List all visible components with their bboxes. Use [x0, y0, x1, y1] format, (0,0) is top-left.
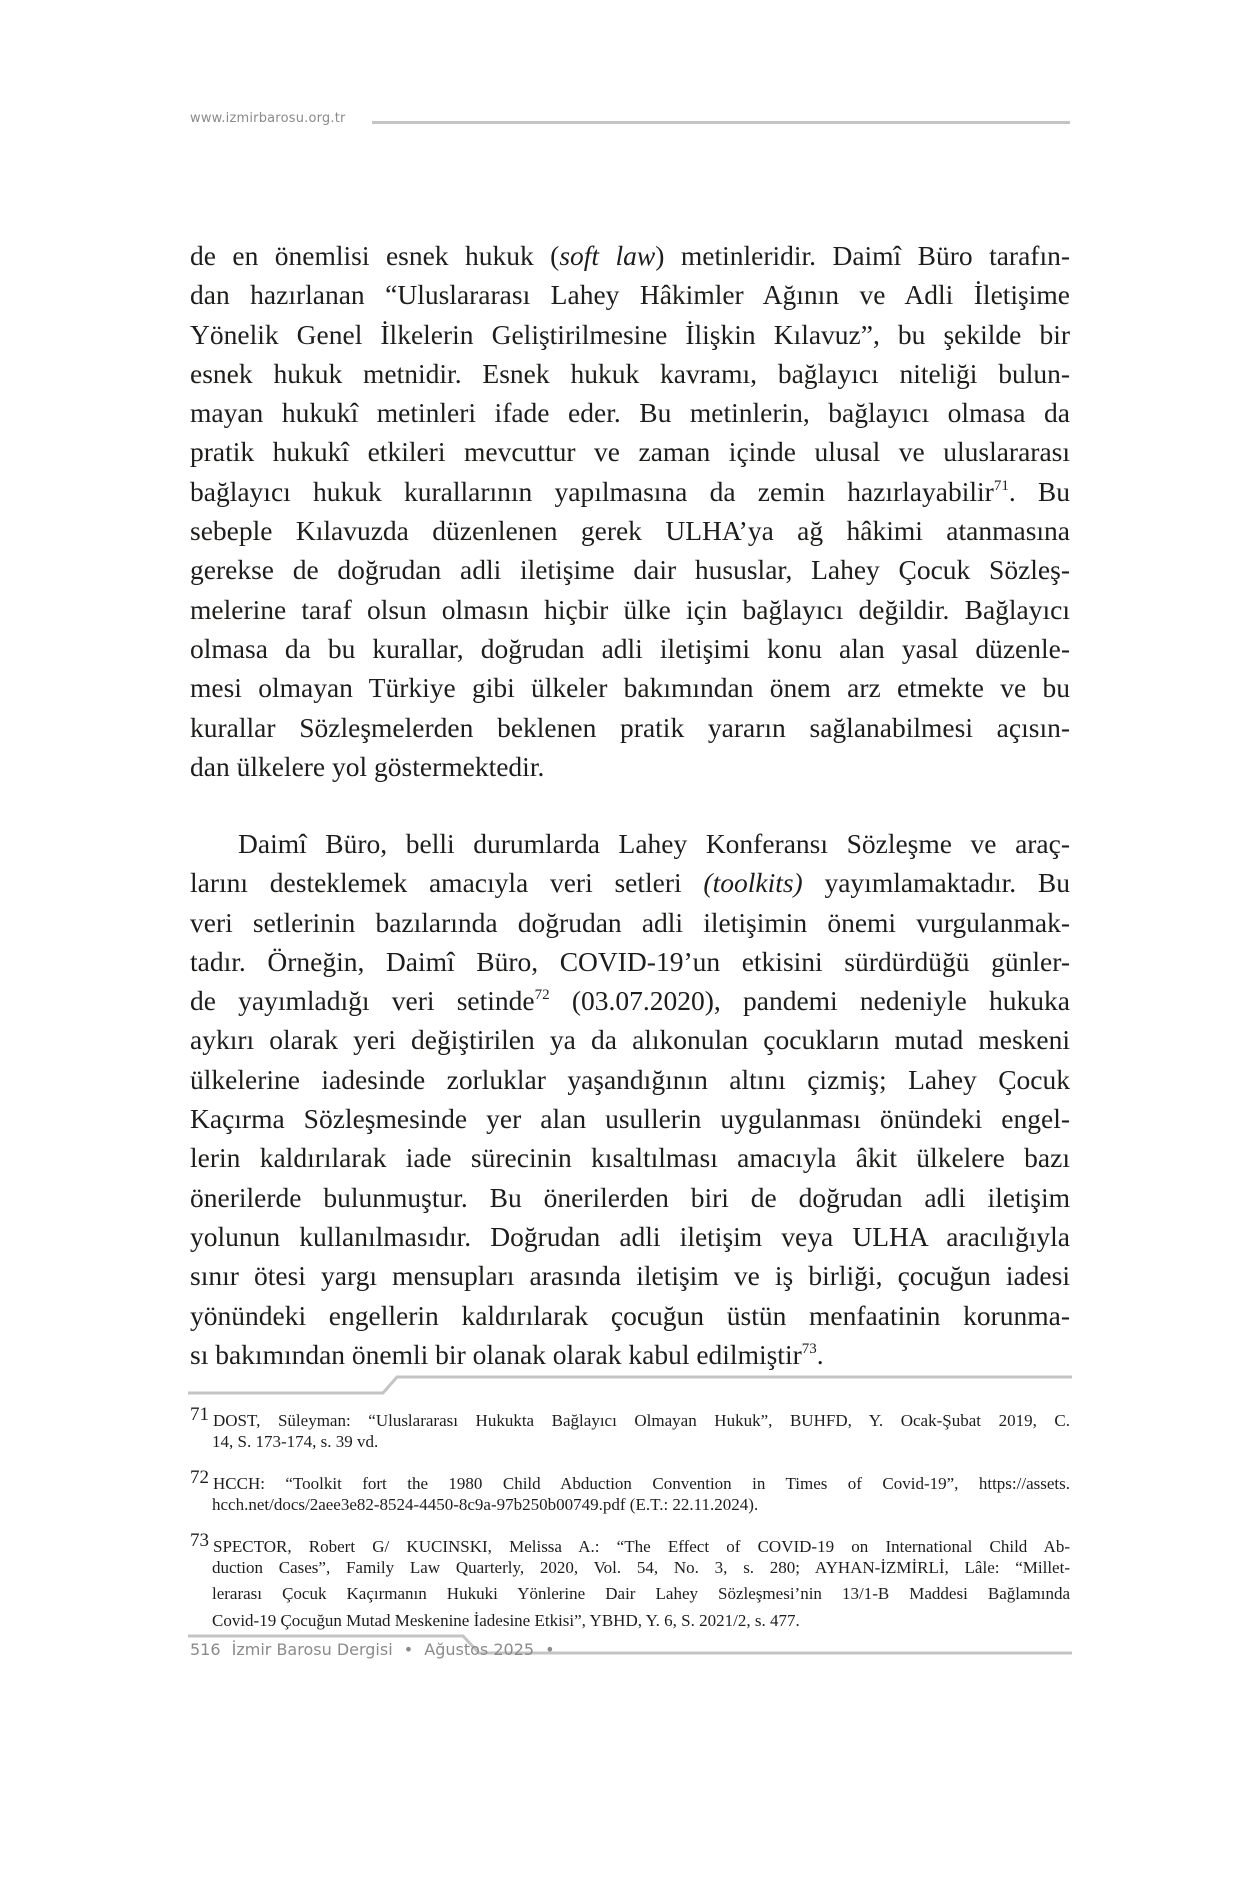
text-line: ülkelerine iadesinde zorluklar yaşandığının altını çizmiş; Lahey Çocuk [190, 1063, 1070, 1095]
text-line: mesi olmayan Türkiye gibi ülkeler bakımından önem arz etmekte ve bu [190, 672, 1070, 704]
text-line: gerekse de doğrudan adli iletişime dair hususlar, Lahey Çocuk Sözleş- [190, 554, 1070, 586]
text-line: esnek hukuk metnidir. Esnek hukuk kavramı, bağlayıcı niteliği bulun- [190, 357, 1070, 389]
text-line: Kaçırma Sözleşmesinde yer alan usullerin uygulanması önündeki engel- [190, 1103, 1070, 1135]
footnote-line: duction Cases”, Family Law Quarterly, 2020, Vol. 54, No. 3, s. 280; AYHAN-İZMİRLİ, Lâle: “Millet- [212, 1557, 1070, 1577]
text-line: sebeple Kılavuzda düzenlenen gerek ULHA’ya ağ hâkimi atanmasına [190, 515, 1070, 547]
footnote-line: hcch.net/docs/2aee3e82-8524-4450-8c9a-97b250b00749.pdf (E.T.: 22.11.2024). [212, 1494, 759, 1514]
footer-bullet: • [545, 1640, 555, 1659]
text-line: bağlayıcı hukuk kurallarının yapılmasına da zemin hazırlayabilir$^{71}$. Bu [190, 475, 1071, 507]
footnote-line: lerarası Çocuk Kaçırmanın Hukuki Yönlerine Dair Lahey Sözleşmesi’nin 13/1-B Maddesi Bağlamında [212, 1584, 1070, 1603]
text-line: kurallar Sözleşmelerden beklenen pratik yararın sağlanabilmesi açısın- [190, 711, 1070, 743]
text-line: Yönelik Genel İlkelerin Geliştirilmesine İlişkin Kılavuz”, bu şekilde bir [190, 318, 1070, 350]
footnote-number: 73 [190, 1530, 209, 1551]
footnote-number: 71 [190, 1404, 209, 1425]
text-line: melerine taraf olsun olmasın hiçbir ülke için bağlayıcı değildir. Bağlayıcı [190, 593, 1070, 625]
text-line: larını desteklemek amacıyla veri setleri (toolkits) yayımlamaktadır. Bu [190, 867, 1070, 899]
text-line: sınır ötesi yargı mensupları arasında iletişim ve iş birliği, çocuğun iadesi [190, 1260, 1070, 1292]
text-line: de yayımladığı veri setinde$^{72}$ (03.07.2020), pandemi nedeniyle hukuka [190, 985, 1070, 1017]
text-line: tadır. Örneğin, Daimî Büro, COVID-19’un etkisini sürdürdüğü günler- [190, 945, 1070, 977]
text-line: olmasa da bu kurallar, doğrudan adli iletişimi konu alan yasal düzenle- [190, 632, 1070, 664]
footnote-line: 14, S. 173-174, s. 39 vd. [212, 1431, 379, 1451]
text-line: aykırı olarak yeri değiştirilen ya da alıkonulan çocukların mutad meskeni [190, 1024, 1070, 1056]
text-line: de en önemlisi esnek hukuk (soft law) metinleridir. Daimî Büro tarafın- [190, 240, 1070, 271]
text-line: Daimî Büro, belli durumlarda Lahey Konferansı Sözleşme ve araç- [238, 828, 1070, 859]
text-line: lerin kaldırılarak iade sürecinin kısaltılması amacıyla âkit ülkelere bazı [190, 1142, 1070, 1174]
text-line: veri setlerinin bazılarında doğrudan adli iletişimin önemi vurgulanmak- [190, 906, 1070, 938]
body-paragraph-2 [190, 824, 1070, 1374]
footnote-number: 72 [190, 1467, 209, 1488]
footnote-line: Covid-19 Çocuğun Mutad Meskenine İadesine Etkisi”, YBHD, Y. 6, S. 2021/2, s. 477. [212, 1610, 800, 1630]
journal-name: İzmir Barosu Dergisi [231, 1640, 393, 1659]
body-paragraph-1 [190, 236, 1070, 786]
header-rule [372, 121, 1070, 124]
footnote-line: 72 HCCH: “Toolkit fort the 1980 Child Abduction Convention in Times of Covid-19”, https://assets. [190, 1467, 1070, 1493]
text-line: yönündeki engellerin kaldırılarak çocuğun üstün menfaatinin korunma- [190, 1299, 1070, 1331]
footnote-72 [190, 1465, 1070, 1518]
footnote-divider [188, 1373, 1072, 1397]
footnote-73 [190, 1528, 1070, 1634]
footer-separator: • [403, 1640, 414, 1659]
text-line: dan hazırlanan “Uluslararası Lahey Hâkimler Ağının ve Adli İletişime [190, 279, 1070, 311]
text-line: önerilerde bulunmuştur. Bu önerilerden biri de doğrudan adli iletişim [190, 1181, 1070, 1213]
text-line: sı bakımından önemli bir olanak olarak kabul edilmiştir$^{73}$. [190, 1338, 824, 1370]
footnote-line: 71 DOST, Süleyman: “Uluslararası Hukukta Bağlayıcı Olmayan Hukuk”, BUHFD, Y. Ocak-Şubat 2019, C. [190, 1404, 1070, 1430]
footnote-reference[interactable]: 71 [993, 477, 1009, 494]
page-number: 516 [190, 1640, 221, 1659]
text-line: yolunun kullanılmasıdır. Doğrudan adli iletişim veya ULHA aracılığıyla [190, 1220, 1070, 1252]
footnote-reference[interactable]: 72 [534, 987, 550, 1004]
footnote-71 [190, 1402, 1070, 1455]
text-line: pratik hukukî etkileri mevcuttur ve zaman içinde ulusal ve uluslararası [190, 436, 1070, 468]
page-footer [190, 1640, 561, 1659]
footnote-line: 73 SPECTOR, Robert G/ KUCINSKI, Melissa A.: “The Effect of COVID-19 on International Child Ab- [190, 1530, 1070, 1556]
footnotes [190, 1402, 1070, 1644]
footnote-reference[interactable]: 73 [801, 1340, 817, 1357]
header-url: www.izmirbarosu.org.tr [190, 111, 346, 126]
text-line: mayan hukukî metinleri ifade eder. Bu metinlerin, bağlayıcı olmasa da [190, 397, 1070, 429]
italic-term: soft law [559, 240, 656, 271]
text-line: dan ülkelere yol göstermektedir. [190, 750, 545, 782]
issue-date: Ağustos 2025 [424, 1640, 535, 1659]
italic-term: (toolkits) [703, 867, 803, 899]
